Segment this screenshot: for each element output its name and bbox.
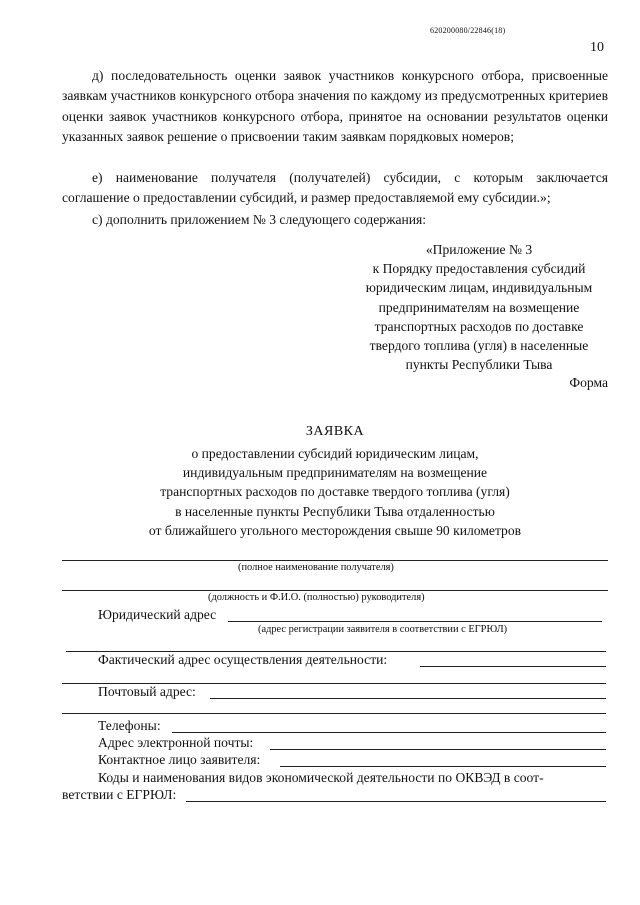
appendix-block <box>338 240 620 374</box>
paragraph-c: с) дополнить приложением № 3 следующего содержания: <box>92 212 427 227</box>
subtitle-line: от ближайшего угольного месторождения свыше 90 километров <box>148 522 522 538</box>
legal-address-hint: (адрес регистрации заявителя в соответствии с ЕГРЮЛ) <box>258 624 508 635</box>
subtitle-line: о предоставлении субсидий юридическим лицам, <box>191 446 479 461</box>
postal-address-label: Почтовый адрес: <box>98 684 196 699</box>
paragraph-d: д) последовательность оценки заявок участников конкурсного отбора, присвоенные заявкам участников конкурсного отбора значения по каждому из предусмотренных критериев оценки заявок участников конкурсного отбора, принятое на основании результатов оценки указанных заявок решение о присвоении таким заявкам порядковых номеров; <box>62 68 608 145</box>
recipient-name-hint: (полное наименование получателя) <box>238 562 394 573</box>
head-name-line[interactable] <box>62 590 608 591</box>
subtitle-line: в населенные пункты Республики Тыва отдаленностью <box>175 503 495 519</box>
subtitle-line: транспортных расходов по доставке твердого топлива (угля) <box>160 484 510 500</box>
document-id: 620200080/22846(18) <box>430 26 506 35</box>
email-line[interactable] <box>270 749 606 750</box>
appendix-line: юридическим лицам, индивидуальным <box>365 280 593 296</box>
postal-address-line-2[interactable] <box>62 713 606 714</box>
appendix-line: «Приложение № 3 <box>425 242 533 257</box>
application-subtitle <box>62 444 608 540</box>
appendix-line: транспортных расходов по доставке <box>374 318 584 334</box>
okved-line[interactable] <box>186 801 606 802</box>
email-label: Адрес электронной почты: <box>98 735 254 750</box>
phones-label: Телефоны: <box>98 718 161 733</box>
appendix-line: пункты Республики Тыва <box>405 357 553 373</box>
recipient-name-line[interactable] <box>62 560 608 561</box>
actual-address-label: Фактический адрес осуществления деятельности: <box>98 652 388 667</box>
actual-address-line[interactable] <box>420 666 606 667</box>
legal-address-label: Юридический адрес <box>98 607 217 622</box>
okved-label-line1: Коды и наименования видов экономической деятельности по ОКВЭД в соот- <box>98 770 544 785</box>
appendix-line: предпринимателям на возмещение <box>378 299 580 315</box>
head-name-hint: (должность и Ф.И.О. (полностью) руководителя) <box>208 592 425 603</box>
phones-line[interactable] <box>172 732 606 733</box>
contact-label: Контактное лицо заявителя: <box>98 752 261 767</box>
appendix-line: к Порядку предоставления субсидий <box>372 261 586 277</box>
postal-address-line[interactable] <box>210 698 606 699</box>
subtitle-line: индивидуальным предпринимателям на возмещение <box>182 465 488 481</box>
legal-address-line[interactable] <box>228 621 602 622</box>
form-label: Форма <box>569 375 608 390</box>
page-number: 10 <box>590 40 604 55</box>
okved-label-line2: ветствии с ЕГРЮЛ: <box>62 787 177 802</box>
application-title: ЗАЯВКА <box>305 424 365 439</box>
contact-line[interactable] <box>280 766 606 767</box>
paragraph-e: е) наименование получателя (получателей) субсидии, с которым заключается соглашение о предоставлении субсидий, и размер предоставляемой ему субсидии.»; <box>62 170 608 206</box>
appendix-line: твердого топлива (угля) в населенные <box>369 338 589 354</box>
